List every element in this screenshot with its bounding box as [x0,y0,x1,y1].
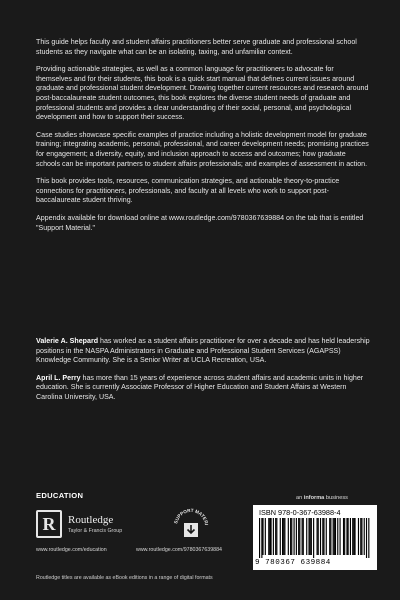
ebook-footnote: Routledge titles are available as eBook editions in a range of digital formats [36,575,213,581]
author-1-name: Valerie A. Shepard [36,337,99,345]
publisher-group: Taylor & Francis Group [68,528,123,534]
barcode-bars [259,518,371,558]
informa-business: an informa business [296,495,348,501]
author-2-text: has more than 15 years of experience across student affairs and academic units in higher education. She is currently Associate Professor of Higher Education and Student Affairs at Western Carolina University, USA. [36,373,364,401]
description-paragraph-4: This book provides tools, resources, communication strategies, and actionable theory-to-practice connections for practitioners, professionals, and faculty at all levels who work to support post-baccalaureate student thriving. [36,177,340,205]
description-paragraph-3: Case studies showcase specific examples of practice including a holistic development model for graduate training; integrating academic, personal, professional, and career development needs; promising practices for engagement; a diversity, equity, and inclusion approach to access and outcomes; how graduate schools can be important partners to student affairs professionals; and examples of assessment in action. [36,130,369,168]
author-bio-2 [36,374,370,403]
description-paragraph-1: This guide helps faculty and student affairs practitioners better serve graduate and professional school students as they navigate what can be an isolating, taxing, and unfamiliar context. [36,38,357,56]
author-2-name: April L. Perry [36,373,81,382]
publisher-name: Routledge [68,514,114,526]
description-paragraph-5: Appendix available for download online at www.routledge.com/9780367639884 on the tab that is entitled "Support Material." [36,213,364,232]
routledge-logo [36,510,156,546]
support-material-icon [170,507,212,541]
isbn-barcode [253,505,377,570]
support-material-url: www.routledge.com/9780367639884 [136,547,222,553]
publisher-url: www.routledge.com/education [36,547,107,553]
author-bios [36,337,370,411]
routledge-r-icon: R [36,510,62,538]
author-1-text: has worked as a student affairs practitioner for over a decade and has held leadership positions in the NASPA Administrators in Graduate and Professional Student Services (AGAPSS) Knowledge Community. She is a Senior Writer at UCLA Recreation, USA. [36,337,370,365]
support-material-label: SUPPORT MATERI [173,507,209,526]
author-bio-1 [36,337,370,366]
book-description [36,38,370,241]
svg-text:SUPPORT MATERIAL [170,507,209,525]
support-material-badge [170,507,212,541]
subject-category: EDUCATION [36,491,84,500]
isbn-number: ISBN 978-0-367-63988-4 [259,508,341,517]
barcode-digits: 9 780367 639884 [255,559,331,567]
description-paragraph-2: Providing actionable strategies, as well as a common language for practitioners to advocate for themselves and for their students, this book is a quick start manual that defines current issues around graduate and professional student development. Drawing together current resources and research around post-baccalaureate student outcomes, this book explores the diverse student needs of graduate and professional students and provides a clear understanding of their social, personal, and psychological development and how to support their success. [36,65,369,122]
